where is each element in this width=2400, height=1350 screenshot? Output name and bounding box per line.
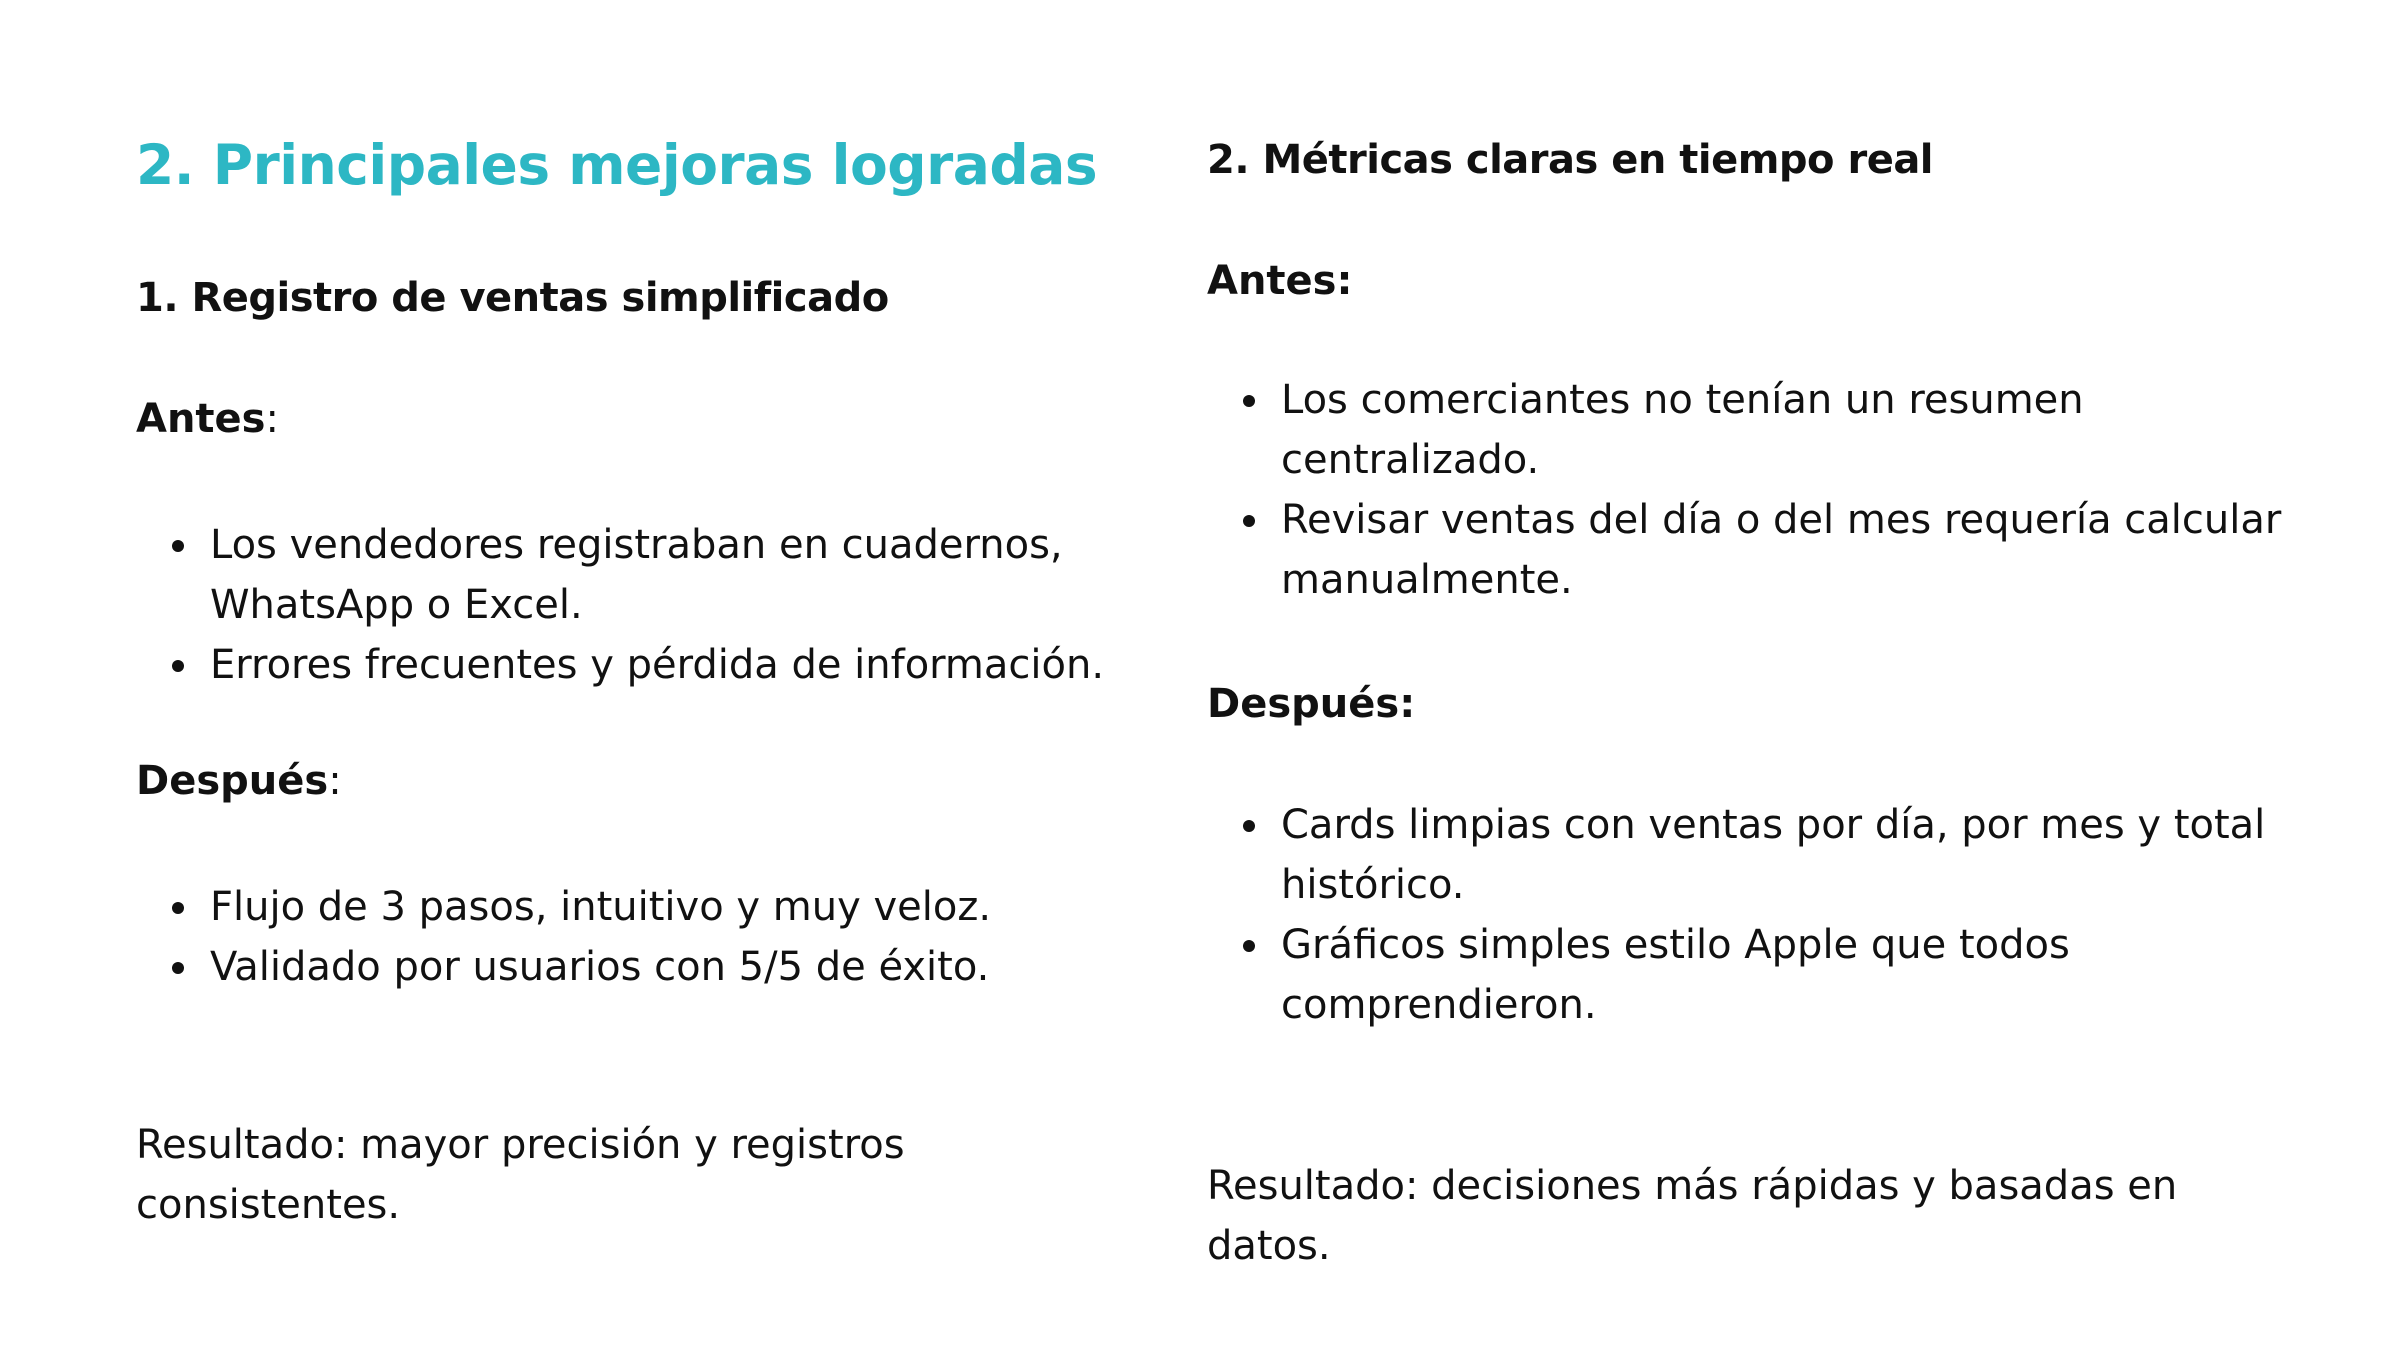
list-item-text: Errores frecuentes y pérdida de información. — [210, 642, 1105, 688]
after-list — [136, 877, 1170, 997]
list-item-text: Gráficos simples estilo Apple que todos comprendieron. — [1281, 922, 2070, 1028]
bullet-icon — [172, 902, 184, 914]
list-item-text: Validado por usuarios con 5/5 de éxito. — [210, 944, 990, 990]
after-list — [1207, 795, 2321, 1035]
list-item-text: Revisar ventas del día o del mes requería calcular manualmente. — [1281, 497, 2282, 603]
after-label-text: Después — [136, 758, 329, 804]
after-label — [136, 758, 342, 804]
list-item-text: Los vendedores registraban en cuadernos, WhatsApp o Excel. — [210, 522, 1063, 628]
list-item — [1281, 370, 2321, 490]
before-label-colon: : — [265, 396, 279, 442]
list-item — [1281, 915, 2321, 1035]
bullet-icon — [1243, 820, 1255, 832]
list-item — [210, 635, 1170, 695]
list-item — [1281, 490, 2321, 610]
list-item — [1281, 795, 2321, 915]
list-item — [210, 937, 1170, 997]
before-label — [136, 396, 279, 442]
bullet-icon — [1243, 940, 1255, 952]
page-title: 2. Principales mejoras logradas — [136, 133, 1098, 197]
before-label-text: Antes — [136, 396, 266, 442]
list-item — [210, 877, 1170, 937]
section-title-metricas: 2. Métricas claras en tiempo real — [1207, 137, 1934, 183]
before-label — [1207, 258, 1353, 304]
bullet-icon — [1243, 515, 1255, 527]
list-item-text: Cards limpias con ventas por día, por mes y total histórico. — [1281, 802, 2266, 908]
list-item — [210, 515, 1170, 635]
result-text: Resultado: decisiones más rápidas y basadas en datos. — [1207, 1163, 2178, 1269]
before-label-text: Antes: — [1207, 258, 1353, 304]
after-label-text: Después: — [1207, 681, 1416, 727]
bullet-icon — [172, 660, 184, 672]
list-item-text: Flujo de 3 pasos, intuitivo y muy veloz. — [210, 884, 992, 930]
section-title-registro: 1. Registro de ventas simplificado — [136, 275, 889, 321]
bullet-icon — [1243, 395, 1255, 407]
after-label-colon: : — [328, 758, 342, 804]
list-item-text: Los comerciantes no tenían un resumen centralizado. — [1281, 377, 2084, 483]
result-text: Resultado: mayor precisión y registros consistentes. — [136, 1122, 905, 1228]
before-list — [136, 515, 1170, 695]
bullet-icon — [172, 540, 184, 552]
after-label — [1207, 681, 1415, 727]
bullet-icon — [172, 962, 184, 974]
before-list — [1207, 370, 2321, 610]
